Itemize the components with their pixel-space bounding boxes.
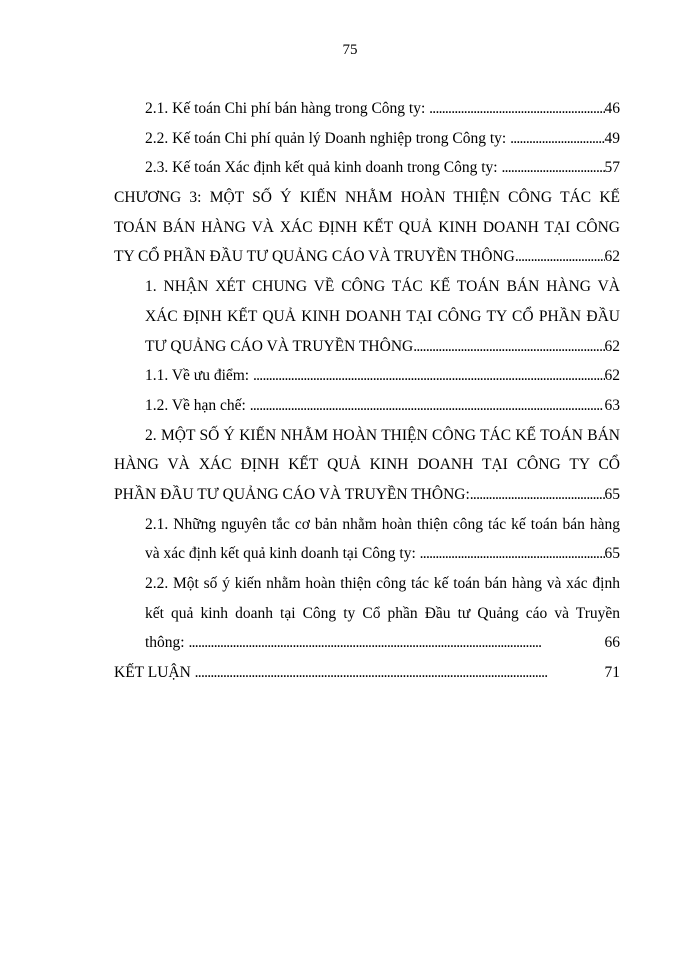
- toc-section-1-line-2[interactable]: XÁC ĐỊNH KẾT QUẢ KINH DOANH TẠI CÔNG TY CỔ PHẦN ĐẦU: [145, 307, 620, 325]
- dot-leader: [189, 628, 605, 658]
- toc-entry-label: 2.2. Kế toán Chi phí quản lý Doanh nghiệp trong Công ty:: [145, 129, 511, 147]
- toc-entry-2-2[interactable]: [114, 124, 620, 154]
- toc-entry-label: 1.1. Về ưu điểm:: [145, 367, 253, 385]
- toc-entry-label: TY CỔ PHẦN ĐẦU TƯ QUẢNG CÁO VÀ TRUYỀN THÔNG: [114, 248, 515, 266]
- toc-chapter-3-line-1[interactable]: CHƯƠNG 3: MỘT SỐ Ý KIẾN NHẰM HOÀN THIỆN CÔNG TÁC KẾ: [114, 189, 620, 207]
- toc-page-number: 57: [604, 159, 620, 177]
- toc-section-2-line-2[interactable]: HÀNG VÀ XÁC ĐỊNH KẾT QUẢ KINH DOANH TẠI CÔNG TY CỔ: [114, 456, 620, 474]
- table-of-contents: [114, 94, 620, 688]
- toc-entry-2-3[interactable]: [114, 153, 620, 183]
- toc-page-number: 65: [604, 545, 620, 563]
- toc-section-1-line-3[interactable]: [114, 332, 620, 362]
- toc-entry-label: TƯ QUẢNG CÁO VÀ TRUYỀN THÔNG: [145, 337, 414, 355]
- dot-leader: [253, 361, 605, 391]
- toc-entry-1-2[interactable]: [114, 391, 620, 421]
- toc-section-1-line-1[interactable]: 1. NHẬN XÉT CHUNG VỀ CÔNG TÁC KẾ TOÁN BÁN HÀNG VÀ: [145, 278, 620, 296]
- dot-leader: [429, 94, 604, 124]
- dot-leader: [250, 391, 605, 421]
- toc-entry-label: 2.3. Kế toán Xác định kết quả kinh doanh trong Công ty:: [145, 159, 502, 177]
- toc-entry-2-1b-line-1[interactable]: 2.1. Những nguyên tắc cơ bản nhằm hoàn thiện công tác kế toán bán hàng: [145, 515, 620, 533]
- toc-page-number: 65: [604, 485, 620, 503]
- dot-leader: [420, 539, 605, 569]
- dot-leader: [515, 242, 605, 272]
- dot-leader: [195, 658, 605, 688]
- toc-entry-2-1b-line-2[interactable]: [114, 539, 620, 569]
- toc-entry-label: và xác định kết quả kinh doanh tại Công ty:: [145, 545, 420, 563]
- toc-entry-label: PHẦN ĐẦU TƯ QUẢNG CÁO VÀ TRUYỀN THÔNG:: [114, 485, 470, 503]
- toc-page-number: 63: [604, 396, 620, 414]
- toc-entry-2-2b-line-2[interactable]: kết quả kinh doanh tại Công ty Cổ phần Đầu tư Quảng cáo và Truyền: [145, 604, 620, 622]
- toc-section-2-line-1[interactable]: 2. MỘT SỐ Ý KIẾN NHẰM HOÀN THIỆN CÔNG TÁC KẾ TOÁN BÁN: [145, 426, 620, 444]
- toc-section-2-line-3[interactable]: [114, 480, 620, 510]
- dot-leader: [501, 153, 604, 183]
- toc-entry-label: thông:: [145, 634, 189, 652]
- toc-entry-1-1[interactable]: [114, 361, 620, 391]
- toc-entry-label: KẾT LUẬN: [114, 664, 195, 682]
- toc-page-number: 62: [604, 367, 620, 385]
- toc-page-number: 49: [604, 129, 620, 147]
- toc-entry-label: 1.2. Về hạn chế:: [145, 396, 250, 414]
- toc-conclusion[interactable]: [114, 658, 620, 688]
- toc-entry-2-2b-line-1[interactable]: 2.2. Một số ý kiến nhằm hoàn thiện công tác kế toán bán hàng và xác định: [145, 575, 620, 592]
- toc-chapter-3-line-3[interactable]: [114, 242, 620, 272]
- toc-entry-label: 2.1. Kế toán Chi phí bán hàng trong Công ty:: [145, 100, 430, 117]
- toc-page-number: 71: [604, 664, 620, 682]
- dot-leader: [413, 332, 604, 362]
- toc-page-number: 66: [604, 634, 620, 652]
- toc-entry-2-1[interactable]: [114, 94, 620, 124]
- dot-leader: [510, 124, 604, 154]
- dot-leader: [470, 480, 605, 510]
- page-number: 75: [342, 42, 358, 58]
- toc-page-number: 62: [604, 248, 620, 266]
- toc-page-number: 46: [604, 100, 620, 117]
- toc-chapter-3-line-2[interactable]: TOÁN BÁN HÀNG VÀ XÁC ĐỊNH KẾT QUẢ KINH DOANH TẠI CÔNG: [114, 218, 620, 236]
- toc-entry-2-2b-line-3[interactable]: [114, 628, 620, 658]
- toc-page-number: 62: [604, 337, 620, 355]
